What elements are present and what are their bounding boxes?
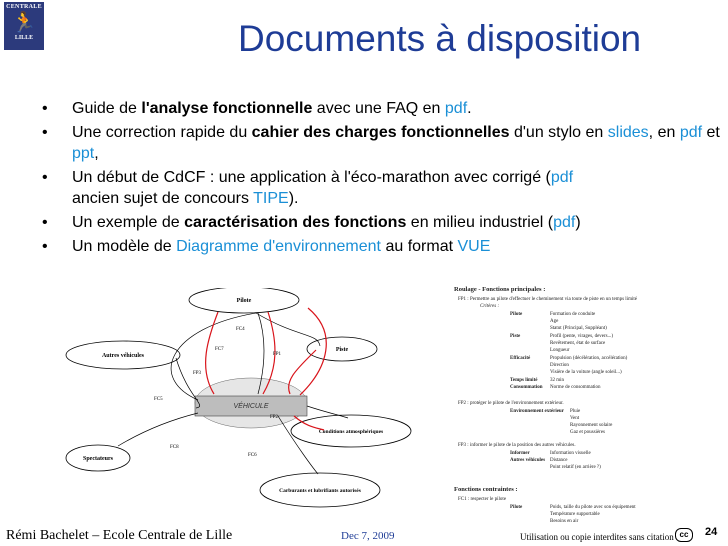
panel-fp3v2: Distance bbox=[550, 458, 568, 463]
fc7-label: FC7 bbox=[215, 347, 224, 352]
correction-ppt-link[interactable]: ppt bbox=[72, 145, 95, 162]
vehicle-center-label: VÉHICULE bbox=[233, 403, 269, 410]
runner-icon: 🏃 bbox=[11, 12, 37, 34]
diagramme-link[interactable]: Diagramme d'environnement bbox=[176, 238, 381, 255]
panel-fc1c: Pilote bbox=[510, 505, 523, 510]
panel-title-contraintes: Fonctions contraintes : bbox=[454, 486, 518, 493]
fc5-label: FC5 bbox=[154, 397, 163, 402]
fc4-label: FC4 bbox=[236, 327, 245, 332]
panel-fp2v: Pluie bbox=[570, 409, 581, 414]
panel-c5v: Norme de consommation bbox=[550, 385, 601, 390]
bullet-item-correction: • Une correction rapide du cahier des charges fonctionnelles d'un stylo en slides, en pdf et ppt, bbox=[40, 122, 726, 164]
node-pilote-label: Pilote bbox=[236, 298, 252, 304]
panel-fp2v4: Gaz et poussières bbox=[570, 430, 605, 435]
slide-title: Documents à disposition bbox=[238, 18, 642, 59]
bullet-item-guide: • Guide de l'analyse fonctionnelle avec une FAQ en pdf. bbox=[40, 98, 726, 119]
logo-text-top: CENTRALE bbox=[6, 4, 42, 10]
fp2-label: FP2 bbox=[270, 415, 279, 420]
panel-c4v: 32 min bbox=[550, 378, 565, 383]
cc-license-icon: cc bbox=[675, 528, 693, 542]
panel-fc1v2: Température supportable bbox=[550, 512, 600, 517]
panel-c4: Temps limité bbox=[510, 378, 538, 383]
guide-pdf-link[interactable]: pdf bbox=[444, 100, 468, 117]
panel-c3v2: Direction bbox=[550, 363, 569, 368]
node-conditions-label: Conditions atmosphériques bbox=[318, 429, 384, 435]
panel-fp2c: Environnement extérieur bbox=[510, 409, 564, 414]
panel-c2v: Profil (pente, virages, devers...) bbox=[550, 334, 614, 339]
logo-text-bottom: LILLE bbox=[14, 35, 34, 41]
correction-pdf-link[interactable]: pdf bbox=[679, 124, 703, 141]
panel-fp3: FP3 : informer le pilote de la position des autres véhicules. bbox=[458, 443, 576, 448]
footer-author: Rémi Bachelet – Ecole Centrale de Lille bbox=[6, 528, 233, 543]
vue-link[interactable]: VUE bbox=[457, 238, 491, 255]
correction-slides-link[interactable]: slides bbox=[607, 124, 649, 141]
node-carburants-label: Carburants et lubrifiants autorisés bbox=[279, 488, 361, 494]
tipe-link[interactable]: TIPE bbox=[253, 190, 289, 207]
fc8-label: FC8 bbox=[170, 445, 179, 450]
panel-fc1v: Poids, taille du pilote avec son équipement bbox=[550, 505, 636, 510]
panel-fp3c: Informer bbox=[510, 451, 530, 456]
panel-c3v3: Visière de la voiture (angle soleil...) bbox=[550, 370, 622, 375]
bullet-list bbox=[40, 98, 726, 260]
fc6-label: FC6 bbox=[248, 453, 257, 458]
bullet-item-modele: • Un modèle de Diagramme d'environnement au format VUE bbox=[40, 236, 726, 257]
page-number: 24 bbox=[705, 526, 718, 538]
panel-fp1: FP1 : Permettre au pilote d'effectuer le cheminement via toute de piste en un temps limité bbox=[458, 297, 637, 302]
fp1-label: FP1 bbox=[273, 352, 282, 357]
environment-diagram bbox=[58, 288, 448, 516]
panel-c2v2: Revêtement, état de surface bbox=[550, 341, 606, 346]
school-logo bbox=[4, 2, 44, 50]
footer-date: Dec 7, 2009 bbox=[341, 530, 395, 542]
panel-title-principal: Roulage - Fonctions principales : bbox=[454, 286, 546, 293]
cdcf-pdf-link[interactable]: pdf bbox=[550, 169, 574, 186]
node-autres-vehicules-label: Autres véhicules bbox=[101, 353, 145, 359]
panel-c1v3: Statut (Principal, Suppléant) bbox=[550, 326, 607, 331]
panel-fp3v3: Point relatif (en arrière ?) bbox=[550, 465, 601, 470]
node-spectateurs-label: Spectateurs bbox=[83, 456, 113, 462]
panel-c1: Pilote bbox=[510, 312, 523, 317]
node-piste-label: Piste bbox=[335, 347, 349, 353]
panel-fp3c2: Autres véhicules bbox=[510, 458, 546, 463]
panel-fc1: FC1 : respecter le pilote bbox=[458, 497, 507, 502]
panel-c3: Efficacité bbox=[510, 356, 531, 361]
caracterisation-pdf-link[interactable]: pdf bbox=[553, 214, 576, 231]
footer-notice: Utilisation ou copie interdites sans citation bbox=[520, 532, 674, 542]
fp3-label: FP3 bbox=[193, 371, 202, 376]
panel-fp2v3: Rayonnement solaire bbox=[570, 423, 613, 428]
panel-fc1v3: Besoins en air bbox=[550, 519, 579, 524]
panel-c1v: Formation de conduite bbox=[550, 312, 596, 317]
panel-fp2: FP2 : protéger le pilote de l'environnement extérieur. bbox=[458, 401, 564, 406]
panel-fp3v: Information visuelle bbox=[550, 451, 591, 456]
bullet-item-caracterisation: • Un exemple de caractérisation des fonctions en milieu industriel (pdf) bbox=[40, 212, 726, 233]
criteria-panel bbox=[454, 286, 714, 526]
panel-c1v2: Age bbox=[550, 319, 559, 324]
panel-c2v3: Longueur bbox=[550, 348, 570, 353]
panel-criteres: Critères : bbox=[480, 304, 500, 309]
bullet-item-cdcf: • Un début de CdCF : une application à l'éco-marathon avec corrigé (pdf ancien sujet de concours TIPE). bbox=[40, 167, 726, 209]
panel-c5: Consommation bbox=[510, 385, 543, 390]
panel-c2: Piste bbox=[510, 334, 521, 339]
panel-c3v: Propulsion (décélération, accélération) bbox=[550, 356, 628, 361]
panel-fp2v2: Vent bbox=[570, 416, 580, 421]
